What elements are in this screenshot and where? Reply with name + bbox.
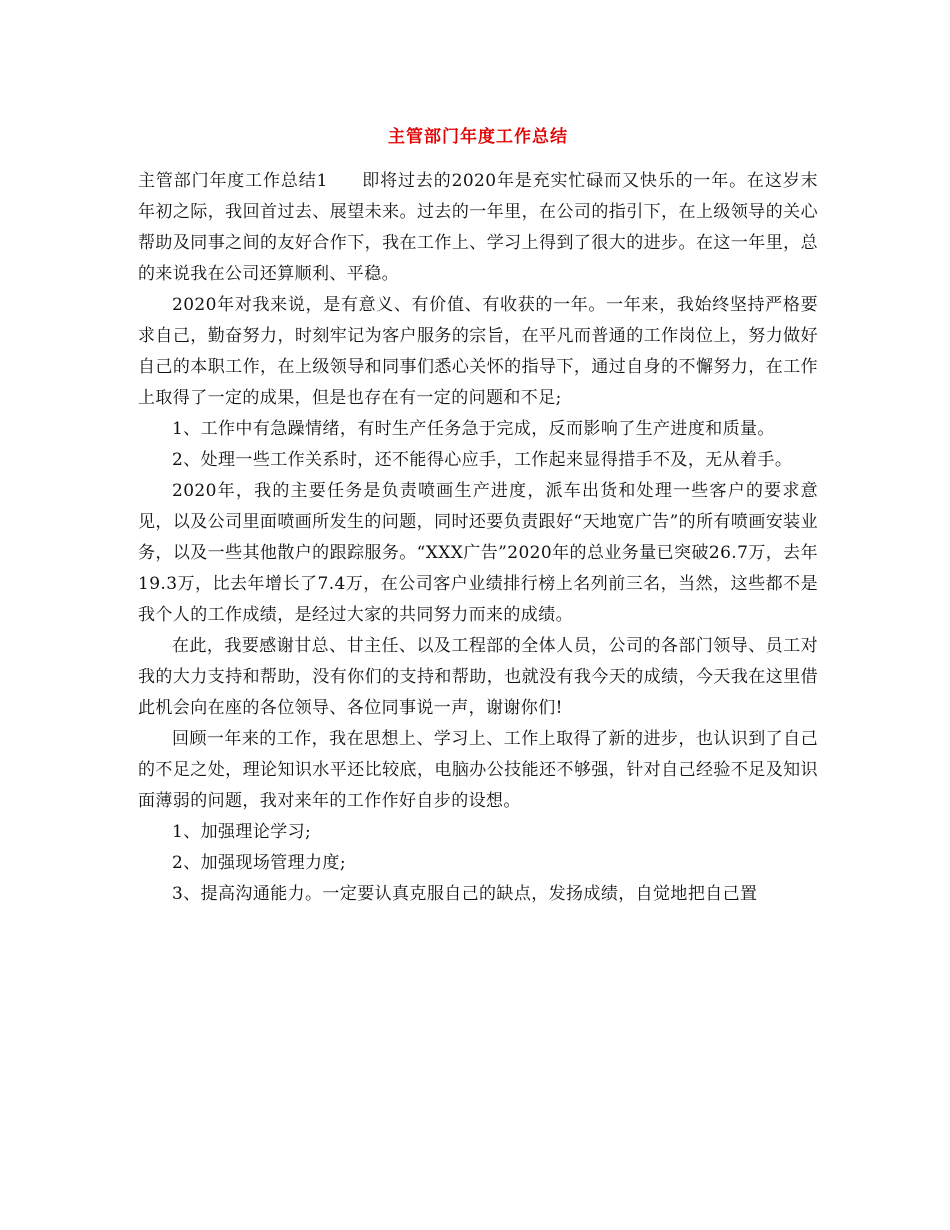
paragraph-2: 2020年对我来说，是有意义、有价值、有收获的一年。一年来，我始终坚持严格要求自己，勤奋努力，时刻牢记为客户服务的宗旨，在平凡而普通的工作岗位上，努力做好自己的本职工作，在上级领导和同事们悉心关怀的指导下，通过自身的不懈努力，在工作上取得了一定的成果，但是也存在有一定的问题和不足; [138,295,818,408]
paragraph-1-text: 即将过去的2020年是充实忙碌而又快乐的一年。在这岁末年初之际，我回首过去、展望未来。过去的一年里，在公司的指引下，在上级领导的关心帮助及同事之间的友好合作下，我在工作上、学习上得到了很大的进步。在这一年里，总的来说我在公司还算顺利、平稳。 [138,171,819,284]
page-title: 主管部门年度工作总结 [388,127,568,147]
plan-item-3: 3、提高沟通能力。一定要认真克服自己的缺点，发扬成绩，自觉地把自己置 [172,884,758,904]
paragraph-5: 回顾一年来的工作，我在思想上、学习上、工作上取得了新的进步，也认识到了自己的不足之处，理论知识水平还比较底，电脑办公技能还不够强，针对自己经验不足及知识面薄弱的问题，我对来年的工作作好自步的设想。 [138,729,818,811]
plan-item-2: 2、加强现场管理力度; [172,853,346,873]
paragraph-3: 2020年，我的主要任务是负责喷画生产进度，派车出货和处理一些客户的要求意见，以及公司里面喷画所发生的问题，同时还要负责跟好“天地宽广告”的所有喷画安装业务，以及一些其他散户的跟踪服务。“XXX广告”2020年的总业务量已突破26.7万，去年19.3万，比去年增长了7.4万，在公司客户业绩排行榜上名列前三名，当然，这些都不是我个人的工作成绩，是经过大家的共同努力而来的成绩。 [138,481,818,625]
section-label: 主管部门年度工作总结1 [138,171,328,191]
list-item-2: 2、处理一些工作关系时，还不能得心应手，工作起来显得措手不及，无从着手。 [172,450,793,470]
plan-item-1: 1、加强理论学习; [172,822,312,842]
list-item-1: 1、工作中有急躁情绪，有时生产任务急于完成，反而影响了生产进度和质量。 [172,419,775,439]
document-page [138,0,818,1230]
document-body [138,166,818,910]
paragraph-4: 在此，我要感谢甘总、甘主任、以及工程部的全体人员，公司的各部门领导、员工对我的大力支持和帮助，没有你们的支持和帮助，也就没有我今天的成绩，今天我在这里借此机会向在座的各位领导、各位同事说一声，谢谢你们! [138,636,818,718]
paragraph-1 [138,166,818,290]
